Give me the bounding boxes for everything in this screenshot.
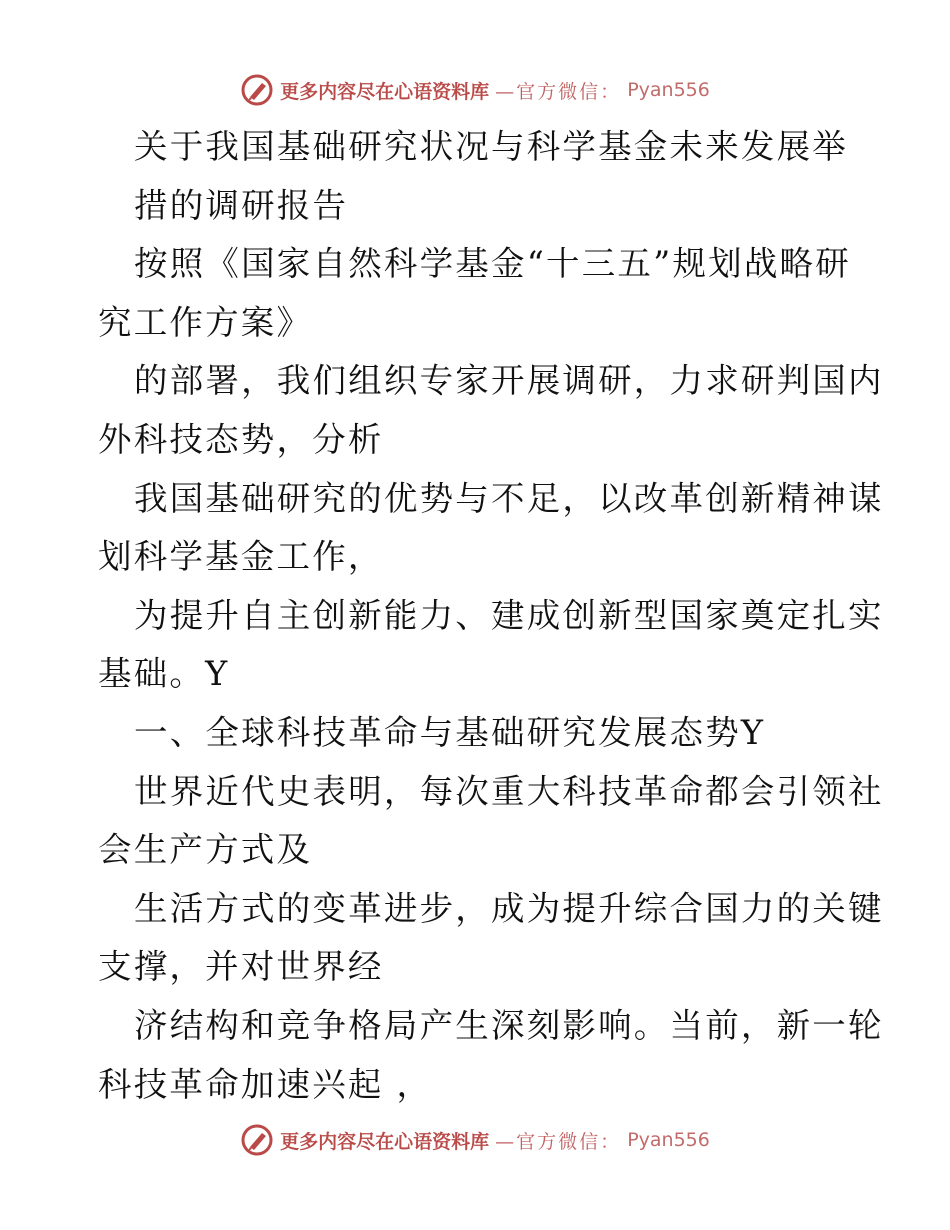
text-line: 济结构和竞争格局产生深刻影响。当前，新一轮 [134,1005,884,1045]
text-line: 我国基础研究的优势与不足，以改革创新精神谋 [134,478,884,518]
text-line: 的部署，我们组织专家开展调研，力求研判国内 [134,361,884,401]
watermark-id-text: Pyan556 [627,1129,710,1151]
text-line: 为提升自主创新能力、建成创新型国家奠定扎实 [134,595,884,635]
text-line: 科技革命加速兴起 ， [98,1064,433,1104]
watermark-main-text: 更多内容尽在心语资料库 [280,1130,490,1153]
pen-seal-logo-icon [240,1123,274,1157]
text-line: 究工作方案》 [98,302,313,342]
footer-watermark [0,1120,950,1160]
text-line: 关于我国基础研究状况与科学基金未来发展举 [134,127,848,166]
text-line: 按照《国家自然科学基金“十三五”规划战略研 [134,244,851,284]
text-line: 世界近代史表明，每次重大科技革命都会引领社 [134,771,884,811]
text-line: 生活方式的变革进步，成为提升综合国力的关键 [134,888,884,928]
watermark-sub-text: —官方微信： [495,1130,622,1153]
text-line: 基础。Y [98,654,230,694]
watermark-sub-text: —官方微信： [495,80,622,103]
section-heading: 一、全球科技革命与基础研究发展态势Y [134,712,766,752]
header-watermark [0,70,950,110]
text-line: 划科学基金工作， [98,537,384,577]
document-body [98,118,884,1114]
text-line: 措的调研报告 [134,185,349,225]
pen-seal-logo-icon [240,73,274,107]
watermark-main-text: 更多内容尽在心语资料库 [280,80,490,103]
watermark-id-text: Pyan556 [627,79,710,101]
text-line: 会生产方式及 [98,830,313,870]
text-line: 外科技态势，分析 [98,419,384,459]
text-line: 支撑，并对世界经 [98,947,384,987]
